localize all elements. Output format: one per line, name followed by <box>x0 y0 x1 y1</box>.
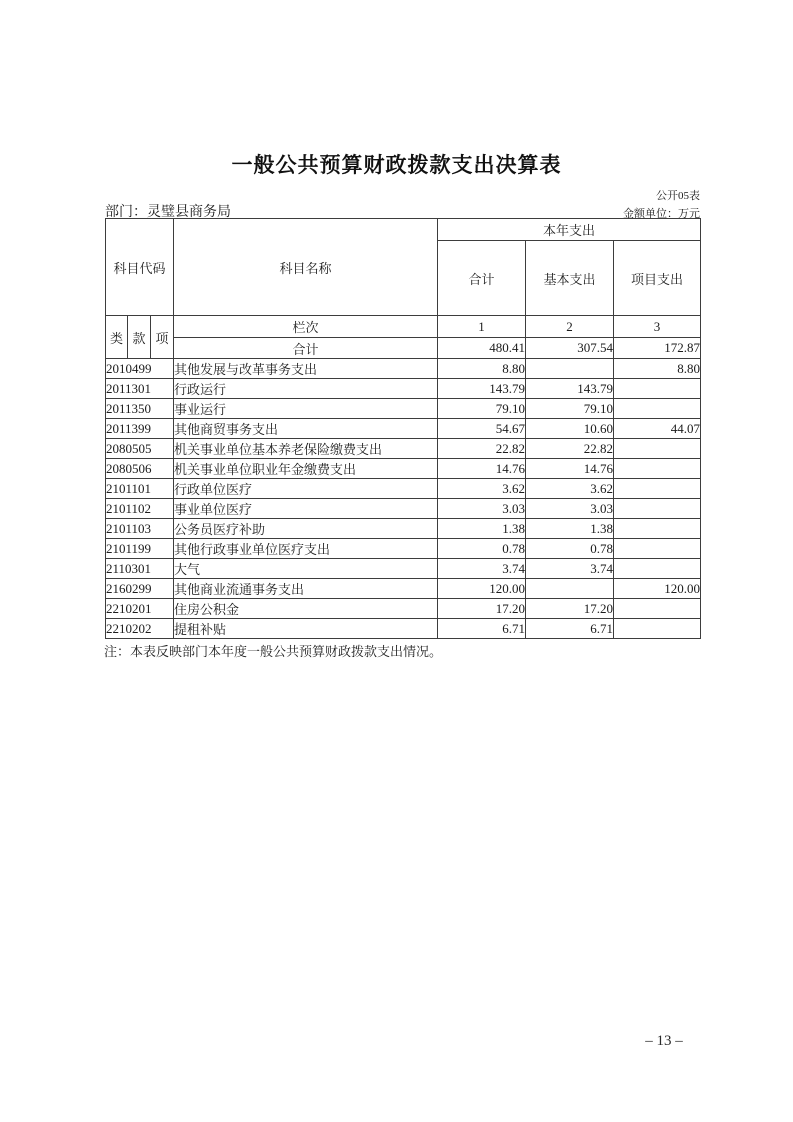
subject-name-cell: 机关事业单位职业年金缴费支出 <box>174 459 438 479</box>
subject-code-cell: 2210201 <box>106 599 174 619</box>
project-value-cell: 120.00 <box>614 579 701 599</box>
project-value-cell <box>614 479 701 499</box>
project-value-cell <box>614 559 701 579</box>
project-value-cell: 8.80 <box>614 359 701 379</box>
total-value-cell: 0.78 <box>438 539 526 559</box>
basic-value-cell: 14.76 <box>526 459 614 479</box>
table-row <box>106 479 701 499</box>
subject-code-cell: 2080506 <box>106 459 174 479</box>
subject-name-cell: 大气 <box>174 559 438 579</box>
table-row <box>106 379 701 399</box>
subject-name-cell: 事业运行 <box>174 399 438 419</box>
total-value-cell: 14.76 <box>438 459 526 479</box>
basic-value-cell: 3.62 <box>526 479 614 499</box>
total-value-cell: 3.62 <box>438 479 526 499</box>
total-value-cell: 120.00 <box>438 579 526 599</box>
subject-code-cell: 2210202 <box>106 619 174 639</box>
col-index-3: 3 <box>614 316 701 338</box>
table-row <box>106 359 701 379</box>
subject-name-cell: 住房公积金 <box>174 599 438 619</box>
basic-value-cell: 0.78 <box>526 539 614 559</box>
subject-name-cell: 其他行政事业单位医疗支出 <box>174 539 438 559</box>
subject-name-cell: 行政运行 <box>174 379 438 399</box>
total-value-cell: 1.38 <box>438 519 526 539</box>
header-total: 合计 <box>438 241 526 316</box>
table-header-row-1 <box>106 219 701 241</box>
subject-code-cell: 2101103 <box>106 519 174 539</box>
basic-value-cell: 22.82 <box>526 439 614 459</box>
subject-name-cell: 提租补贴 <box>174 619 438 639</box>
header-subject-name: 科目名称 <box>174 219 438 316</box>
department-label: 部门：灵璧县商务局 <box>105 205 231 220</box>
table-row <box>106 539 701 559</box>
subject-code-cell: 2011399 <box>106 419 174 439</box>
total-value-cell: 8.80 <box>438 359 526 379</box>
project-value-cell <box>614 539 701 559</box>
project-value-cell <box>614 519 701 539</box>
col-index-2: 2 <box>526 316 614 338</box>
project-value-cell <box>614 499 701 519</box>
total-value-cell: 6.71 <box>438 619 526 639</box>
basic-value-cell <box>526 579 614 599</box>
subject-code-cell: 2010499 <box>106 359 174 379</box>
header-basic: 基本支出 <box>526 241 614 316</box>
header-item: 项 <box>151 316 174 359</box>
basic-value-cell: 6.71 <box>526 619 614 639</box>
total-value-cell: 79.10 <box>438 399 526 419</box>
subject-code-cell: 2160299 <box>106 579 174 599</box>
subject-name-cell: 事业单位医疗 <box>174 499 438 519</box>
total-row-label: 合计 <box>174 338 438 359</box>
table-row <box>106 439 701 459</box>
table-row <box>106 579 701 599</box>
page-title: 一般公共预算财政拨款支出决算表 <box>231 153 562 177</box>
subject-code-cell: 2080505 <box>106 439 174 459</box>
total-value-cell: 17.20 <box>438 599 526 619</box>
grand-total-row <box>106 338 701 359</box>
total-row-basic-value: 307.54 <box>526 338 614 359</box>
subject-code-cell: 2101199 <box>106 539 174 559</box>
total-row-total-value: 480.41 <box>438 338 526 359</box>
column-index-row <box>106 316 701 338</box>
page-number: – 13 – <box>645 1033 683 1049</box>
budget-table <box>105 218 701 639</box>
table-row <box>106 559 701 579</box>
basic-value-cell: 17.20 <box>526 599 614 619</box>
subject-name-cell: 其他商业流通事务支出 <box>174 579 438 599</box>
subject-name-cell: 其他商贸事务支出 <box>174 419 438 439</box>
total-value-cell: 22.82 <box>438 439 526 459</box>
table-row <box>106 419 701 439</box>
header-subject-code: 科目代码 <box>106 219 174 316</box>
subject-name-cell: 行政单位医疗 <box>174 479 438 499</box>
table-row <box>106 599 701 619</box>
project-value-cell <box>614 599 701 619</box>
total-value-cell: 3.03 <box>438 499 526 519</box>
footnote: 注：本表反映部门本年度一般公共预算财政拨款支出情况。 <box>104 644 443 659</box>
subject-code-cell: 2011301 <box>106 379 174 399</box>
basic-value-cell: 3.74 <box>526 559 614 579</box>
subject-code-cell: 2101101 <box>106 479 174 499</box>
basic-value-cell <box>526 359 614 379</box>
table-row <box>106 399 701 419</box>
col-index-1: 1 <box>438 316 526 338</box>
header-class: 类 <box>106 316 128 359</box>
basic-value-cell: 10.60 <box>526 419 614 439</box>
subject-code-cell: 2101102 <box>106 499 174 519</box>
project-value-cell <box>614 619 701 639</box>
header-year-expense: 本年支出 <box>438 219 701 241</box>
table-row <box>106 499 701 519</box>
project-value-cell <box>614 439 701 459</box>
header-project: 项目支出 <box>614 241 701 316</box>
basic-value-cell: 79.10 <box>526 399 614 419</box>
subject-code-cell: 2011350 <box>106 399 174 419</box>
basic-value-cell: 1.38 <box>526 519 614 539</box>
unit-label: 金额单位：万元 <box>623 208 700 220</box>
table-row <box>106 459 701 479</box>
project-value-cell <box>614 399 701 419</box>
basic-value-cell: 143.79 <box>526 379 614 399</box>
header-lanci: 栏次 <box>174 316 438 338</box>
subject-name-cell: 公务员医疗补助 <box>174 519 438 539</box>
table-row <box>106 619 701 639</box>
header-section: 款 <box>128 316 151 359</box>
basic-value-cell: 3.03 <box>526 499 614 519</box>
total-value-cell: 3.74 <box>438 559 526 579</box>
project-value-cell: 44.07 <box>614 419 701 439</box>
subject-name-cell: 机关事业单位基本养老保险缴费支出 <box>174 439 438 459</box>
form-number-label: 公开05表 <box>656 190 700 202</box>
project-value-cell <box>614 379 701 399</box>
subject-name-cell: 其他发展与改革事务支出 <box>174 359 438 379</box>
project-value-cell <box>614 459 701 479</box>
total-value-cell: 143.79 <box>438 379 526 399</box>
total-value-cell: 54.67 <box>438 419 526 439</box>
total-row-project-value: 172.87 <box>614 338 701 359</box>
subject-code-cell: 2110301 <box>106 559 174 579</box>
table-row <box>106 519 701 539</box>
